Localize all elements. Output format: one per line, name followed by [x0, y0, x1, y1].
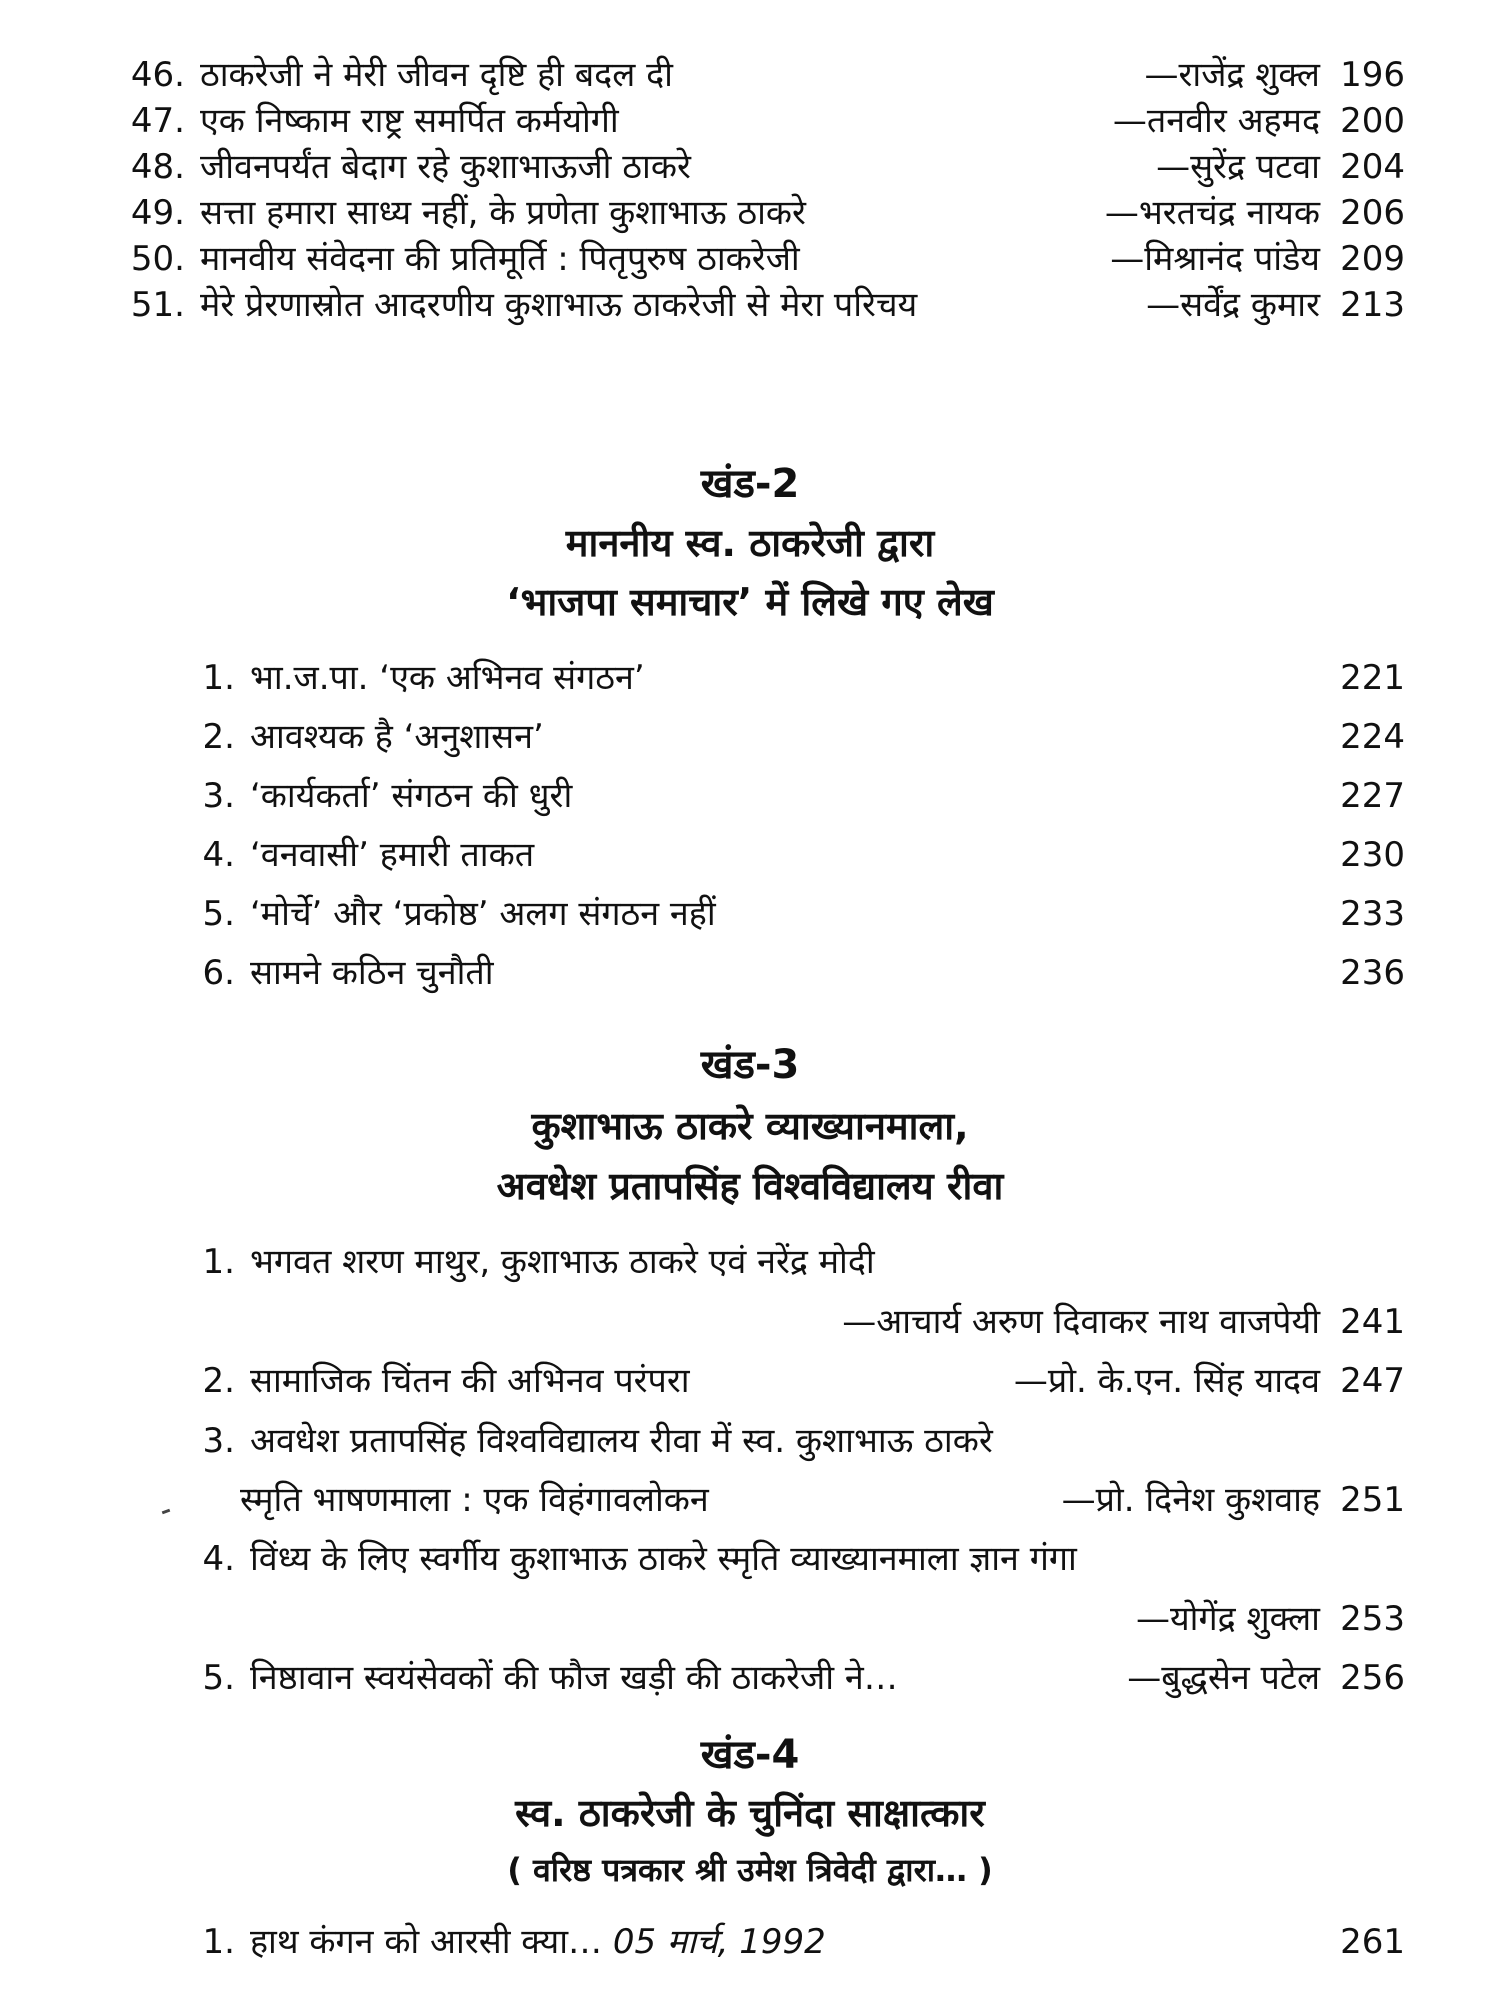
toc-entry-k3-1: [105, 1234, 1405, 1290]
entry-title: सत्ता हमारा साध्य नहीं, के प्रणेता कुशाभाऊ ठाकरे: [200, 193, 806, 233]
section-subtitle-line1: माननीय स्व. ठाकरेजी द्वारा: [565, 521, 935, 565]
section-subtitle-line1: कुशाभाऊ ठाकरे व्याख्यानमाला,: [531, 1104, 969, 1148]
entry-page-number: 241: [1340, 1302, 1405, 1342]
section-subtitle-line2: अवधेश प्रतापसिंह विश्वविद्यालय रीवा: [496, 1164, 1004, 1208]
entry-title: जीवनपर्यंत बेदाग रहे कुशाभाऊजी ठाकरे: [200, 147, 691, 187]
entry-title: ‘वनवासी’ हमारी ताकत: [250, 835, 535, 875]
entry-title: मेरे प्रेरणास्रोत आदरणीय कुशाभाऊ ठाकरेजी से मेरा परिचय: [200, 285, 918, 325]
entry-page-number: 247: [1340, 1361, 1405, 1401]
entry-number: 4.: [202, 835, 235, 875]
entry-author: —तनवीर अहमद: [1112, 101, 1320, 141]
entry-page-number: 206: [1340, 193, 1405, 233]
toc-entry-k3-4-cont: [105, 1591, 1405, 1647]
entry-number: 49.: [130, 193, 185, 233]
entry-number: 5.: [202, 894, 235, 934]
entry-author: —मिश्रानंद पांडेय: [1110, 239, 1320, 279]
entry-page-number: 230: [1340, 835, 1405, 875]
toc-entry-k3-2: [105, 1353, 1405, 1409]
entry-title: ‘कार्यकर्ता’ संगठन की धुरी: [250, 776, 573, 816]
entry-number: 51.: [130, 285, 185, 325]
section-subtitle-line2: ( वरिष्ठ पत्रकार श्री उमेश त्रिवेदी द्वारा… ): [507, 1851, 993, 1889]
entry-page-number: 204: [1340, 147, 1405, 187]
toc-entry-k3-4: [105, 1531, 1405, 1587]
entry-number: 6.: [202, 953, 235, 993]
toc-entry-k3-1-cont: [105, 1294, 1405, 1350]
entry-number: 1.: [202, 1242, 235, 1282]
entry-title: भगवत शरण माथुर, कुशाभाऊ ठाकरे एवं नरेंद्र मोदी: [250, 1242, 875, 1282]
entry-title: ‘मोर्चे’ और ‘प्रकोष्ठ’ अलग संगठन नहीं: [250, 894, 716, 934]
entry-title-text: हाथ कंगन को आरसी क्या…: [250, 1922, 603, 1962]
entry-page-number: 200: [1340, 101, 1405, 141]
entry-date: 05 मार्च, 1992: [612, 1922, 826, 1962]
entry-title: विंध्य के लिए स्वर्गीय कुशाभाऊ ठाकरे स्मृति व्याख्यानमाला ज्ञान गंगा: [250, 1539, 1077, 1579]
toc-entry-k2-2: [105, 709, 1405, 765]
section-heading-khand-3: खंड-3: [700, 1042, 800, 1088]
entry-author: —आचार्य अरुण दिवाकर नाथ वाजपेयी: [842, 1302, 1320, 1342]
entry-title: निष्ठावान स्वयंसेवकों की फौज खड़ी की ठाकरेजी ने…: [250, 1658, 898, 1698]
entry-author: —योगेंद्र शुक्ला: [1135, 1599, 1320, 1639]
entry-number: 3.: [202, 1421, 235, 1461]
entry-title: मानवीय संवेदना की प्रतिमूर्ति : पितृपुरुष ठाकरेजी: [200, 239, 800, 279]
entry-title-continuation: स्मृति भाषणमाला : एक विहंगावलोकन: [240, 1480, 709, 1520]
entry-page-number: 251: [1340, 1480, 1405, 1520]
entry-number: 1.: [202, 1922, 235, 1962]
section-heading-khand-2: खंड-2: [700, 461, 800, 507]
entry-title: सामने कठिन चुनौती: [250, 953, 494, 993]
entry-author: —भरतचंद्र नायक: [1104, 193, 1320, 233]
entry-number: 2.: [202, 717, 235, 757]
entry-number: 4.: [202, 1539, 235, 1579]
toc-entry-k2-3: [105, 768, 1405, 824]
section-heading-khand-4: खंड-4: [700, 1732, 800, 1778]
entry-page-number: 224: [1340, 717, 1405, 757]
toc-entry-k4-1: [105, 1914, 1405, 1970]
toc-entry-k2-5: [105, 886, 1405, 942]
entry-author: —बुद्धसेन पटेल: [1127, 1658, 1320, 1698]
section-subtitle-line1: स्व. ठाकरेजी के चुनिंदा साक्षात्कार: [515, 1791, 985, 1835]
entry-page-number: 233: [1340, 894, 1405, 934]
entry-author: —राजेंद्र शुक्ल: [1144, 55, 1320, 95]
entry-title: एक निष्काम राष्ट्र समर्पित कर्मयोगी: [200, 101, 619, 141]
toc-entry-k3-3-cont: [105, 1472, 1405, 1528]
entry-title: आवश्यक है ‘अनुशासन’: [250, 717, 544, 757]
entry-number: 2.: [202, 1361, 235, 1401]
entry-number: 48.: [130, 147, 185, 187]
entry-title: सामाजिक चिंतन की अभिनव परंपरा: [250, 1361, 690, 1401]
entry-number: 50.: [130, 239, 185, 279]
toc-entry-k2-6: [105, 945, 1405, 1001]
toc-entry-51: [105, 277, 1405, 333]
toc-entry-k3-5: [105, 1650, 1405, 1706]
section-subtitle-line2: ‘भाजपा समाचार’ में लिखे गए लेख: [506, 580, 994, 624]
entry-number: 47.: [130, 101, 185, 141]
entry-number: 1.: [202, 658, 235, 698]
entry-page-number: 213: [1340, 285, 1405, 325]
entry-author: —सुरेंद्र पटवा: [1156, 147, 1320, 187]
entry-page-number: 209: [1340, 239, 1405, 279]
entry-number: 3.: [202, 776, 235, 816]
toc-entry-k3-3: [105, 1413, 1405, 1469]
entry-author: —सर्वेंद्र कुमार: [1146, 285, 1320, 325]
entry-page-number: 196: [1340, 55, 1405, 95]
toc-entry-k2-4: [105, 827, 1405, 883]
entry-title: [250, 1914, 826, 1970]
entry-page-number: 261: [1340, 1922, 1405, 1962]
toc-entry-k2-1: [105, 650, 1405, 706]
entry-title: अवधेश प्रतापसिंह विश्वविद्यालय रीवा में स्व. कुशाभाऊ ठाकरे: [250, 1421, 993, 1461]
entry-author: —प्रो. दिनेश कुशवाह: [1061, 1480, 1320, 1520]
entry-title: भा.ज.पा. ‘एक अभिनव संगठन’: [250, 658, 645, 698]
entry-page-number: 256: [1340, 1658, 1405, 1698]
entry-number: 46.: [130, 55, 185, 95]
entry-number: 5.: [202, 1658, 235, 1698]
entry-page-number: 236: [1340, 953, 1405, 993]
entry-author: —प्रो. के.एन. सिंह यादव: [1013, 1361, 1320, 1401]
entry-title: ठाकरेजी ने मेरी जीवन दृष्टि ही बदल दी: [200, 55, 673, 95]
entry-page-number: 253: [1340, 1599, 1405, 1639]
entry-page-number: 221: [1340, 658, 1405, 698]
entry-page-number: 227: [1340, 776, 1405, 816]
